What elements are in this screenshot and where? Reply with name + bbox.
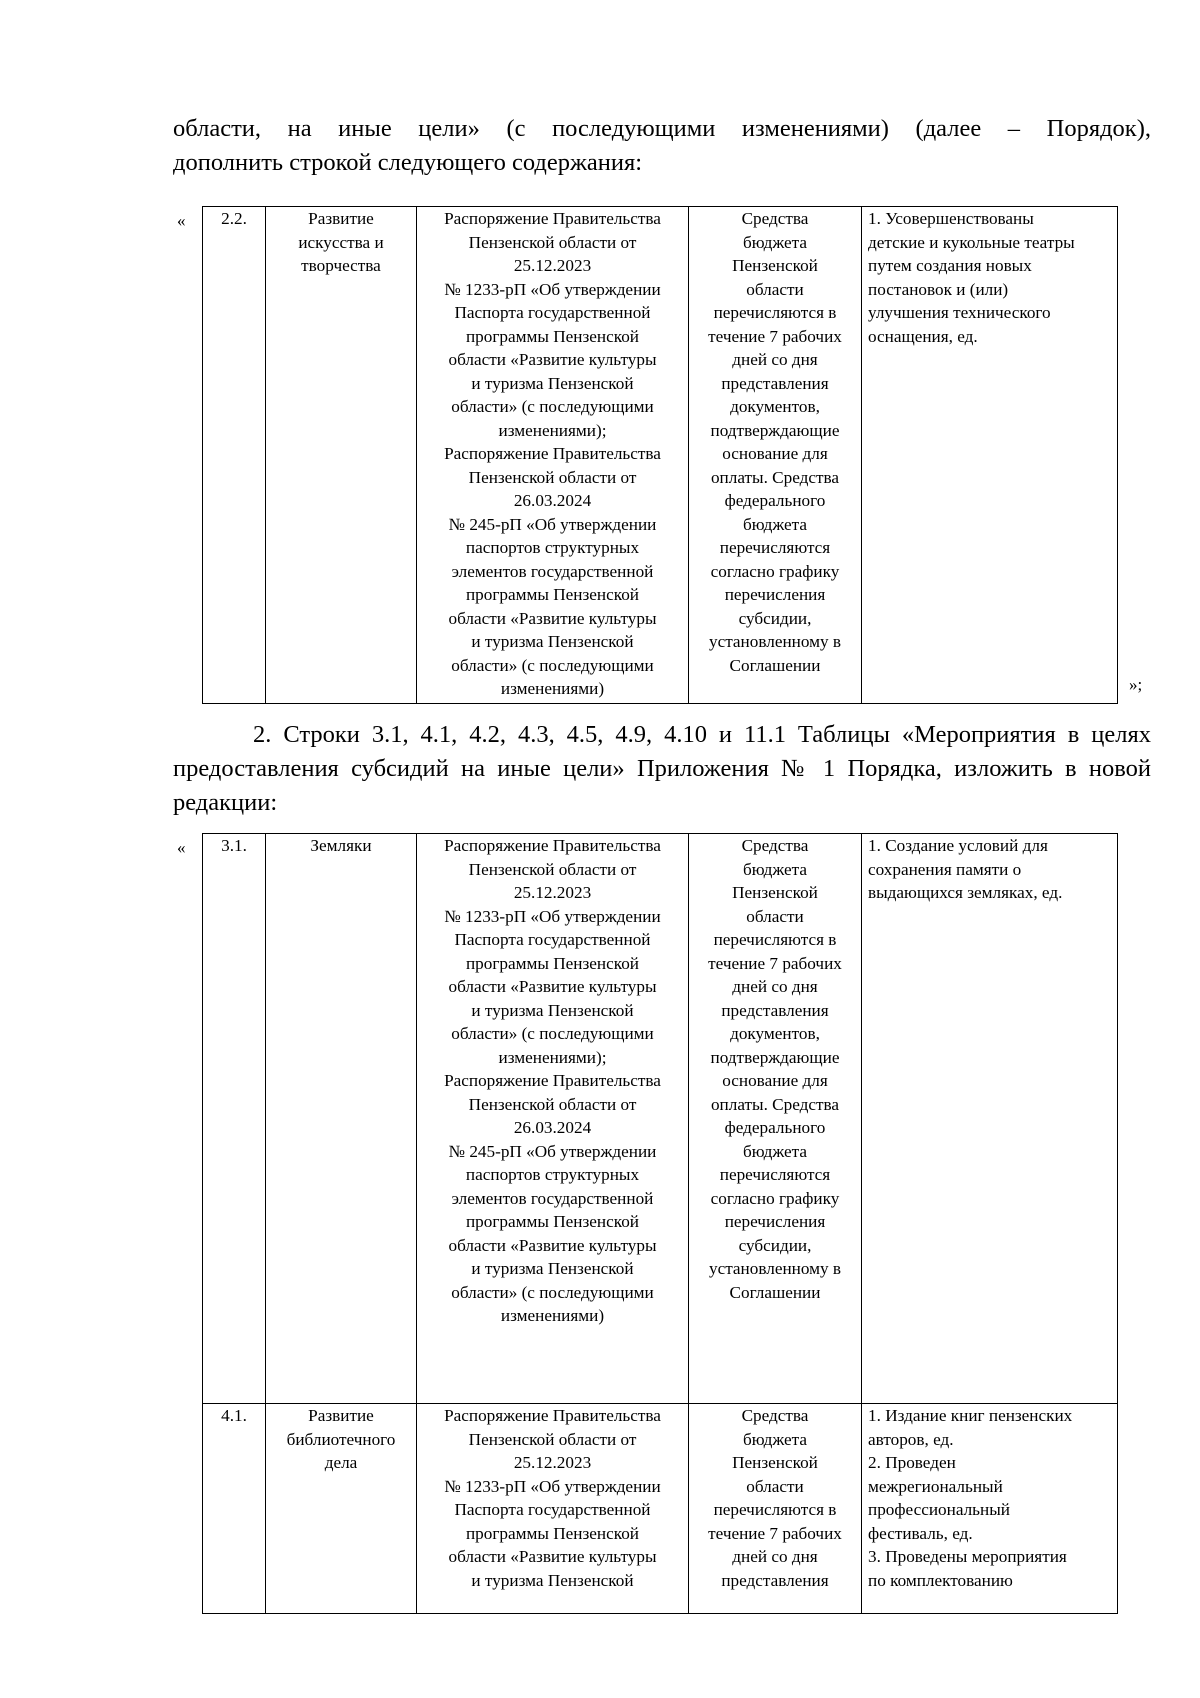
funds-transfer-cell: [689, 207, 862, 704]
table1-quote-close: »;: [1129, 675, 1143, 694]
cell-text-line: документов,: [730, 397, 820, 416]
intro-line-2: дополнить строкой следующего содержания:: [173, 149, 643, 176]
cell-text-line: Пензенской области от: [468, 1429, 637, 1449]
cell-text-line: программы Пензенской: [465, 585, 639, 604]
cell-text-line: Пензенской области от: [468, 467, 637, 487]
cell-text-line: области «Развитие культуры: [448, 608, 657, 628]
cell-text-line: Пензенской области от: [468, 1094, 637, 1114]
result-cell: [862, 207, 1118, 704]
cell-text-line: 1. Издание книг пензенских: [868, 1406, 1073, 1425]
cell-text-line: постановок и (или): [868, 279, 1009, 299]
cell-text-line: дела: [324, 1453, 358, 1472]
row-number: 2.2.: [221, 209, 247, 228]
event-name-cell: [266, 207, 417, 704]
event-name-cell: [266, 1404, 417, 1614]
para2-line-3: редакции:: [173, 789, 278, 816]
cell-text-line: изменениями);: [498, 1047, 607, 1067]
cell-text-line: сохранения памяти о: [868, 859, 1022, 879]
cell-text-line: элементов государственной: [451, 561, 654, 581]
cell-text-line: и туризма Пензенской: [471, 1000, 634, 1020]
cell-text-line: субсидии,: [738, 1235, 812, 1255]
cell-text-line: перечисляются в: [713, 303, 837, 322]
cell-text-line: области» (с последующими: [451, 655, 654, 675]
cell-text-line: 2. Проведен: [868, 1453, 956, 1472]
cell-text-line: области «Развитие культуры: [448, 350, 657, 369]
cell-text-line: Распоряжение Правительства: [444, 1406, 661, 1425]
cell-text-line: и туризма Пензенской: [471, 373, 634, 393]
cell-text-line: межрегиональный: [868, 1476, 1003, 1496]
cell-text-line: 1. Усовершенствованы: [868, 209, 1034, 228]
cell-text-line: Пензенской: [732, 883, 818, 902]
cell-text-line: бюджета: [742, 1429, 808, 1449]
cell-text-line: субсидии,: [738, 608, 812, 628]
cell-text-line: Соглашении: [729, 655, 821, 675]
cell-text-line: профессиональный: [868, 1500, 1010, 1519]
cell-text-line: федерального: [724, 491, 826, 510]
cell-text-line: Пензенской: [732, 256, 818, 275]
cell-text-line: паспортов структурных: [465, 538, 640, 557]
cell-text-line: области» (с последующими: [451, 397, 654, 416]
cell-text-line: Средства: [741, 1406, 809, 1425]
cell-text-line: перечисляются в: [713, 930, 837, 949]
cell-text-line: искусства и: [298, 232, 384, 252]
table-2: [202, 833, 1118, 1614]
cell-text-line: оснащения, ед.: [868, 326, 978, 346]
table-row: [203, 1404, 1118, 1614]
cell-text-line: по комплектованию: [868, 1570, 1013, 1590]
legal-document-cell: [417, 207, 689, 704]
cell-text-line: программы Пензенской: [465, 326, 639, 346]
table2-quote-open: «: [177, 838, 186, 857]
cell-text-line: программы Пензенской: [465, 953, 639, 973]
cell-text-line: Развитие: [308, 209, 374, 228]
row-number-cell: [203, 207, 266, 704]
cell-text-line: перечисляются: [719, 538, 831, 557]
cell-text-line: № 245-рП «Об утверждении: [448, 514, 657, 534]
cell-text-line: изменениями): [500, 679, 605, 698]
cell-text-line: представления: [721, 1000, 829, 1020]
cell-text-line: перечисления: [724, 585, 826, 604]
cell-text-line: области: [746, 906, 804, 926]
cell-text-line: области: [746, 1476, 804, 1496]
cell-text-line: Средства: [741, 836, 809, 855]
intro-paragraph: [173, 112, 1151, 180]
cell-text-line: Развитие: [308, 1406, 374, 1425]
cell-text-line: перечисляются: [719, 1165, 831, 1184]
cell-text-line: выдающихся земляках, ед.: [868, 883, 1063, 902]
cell-text-line: Пензенской: [732, 1453, 818, 1472]
cell-text-line: № 1233-рП «Об утверждении: [444, 279, 661, 299]
cell-text-line: изменениями): [500, 1306, 605, 1325]
cell-text-line: № 1233-рП «Об утверждении: [444, 906, 661, 926]
cell-text-line: Паспорта государственной: [454, 930, 651, 949]
cell-text-line: области «Развитие культуры: [448, 977, 657, 996]
cell-text-line: дней со дня: [732, 350, 818, 369]
cell-text-line: программы Пензенской: [465, 1523, 639, 1543]
cell-text-line: области «Развитие культуры: [448, 1547, 657, 1566]
cell-text-line: дней со дня: [732, 977, 818, 996]
cell-text-line: области «Развитие культуры: [448, 1235, 657, 1255]
cell-text-line: дней со дня: [732, 1547, 818, 1566]
cell-text-line: Распоряжение Правительства: [444, 836, 661, 855]
cell-text-line: установленному в: [708, 632, 841, 651]
event-name-cell: [266, 834, 417, 1404]
cell-text-line: библиотечного: [286, 1429, 396, 1449]
cell-text-line: документов,: [730, 1024, 820, 1043]
cell-text-line: области: [746, 279, 804, 299]
para2-line-1: 2. Строки 3.1, 4.1, 4.2, 4.3, 4.5, 4.9, 4.10 и 11.1 Таблицы «Мероприятия в целях: [253, 721, 1151, 748]
cell-text-line: бюджета: [742, 1141, 808, 1161]
cell-text-line: течение 7 рабочих: [708, 953, 842, 973]
legal-document-cell: [417, 1404, 689, 1614]
row-number: 3.1.: [221, 836, 247, 855]
cell-text-line: Пензенской области от: [468, 232, 637, 252]
cell-text-line: подтверждающие: [710, 1047, 840, 1067]
cell-text-line: основание для: [722, 444, 828, 463]
cell-text-line: бюджета: [742, 232, 808, 252]
para2-line-2: предоставления субсидий на иные цели» Приложения № 1 Порядка, изложить в новой: [173, 755, 1151, 782]
cell-text-line: согласно графику: [710, 561, 840, 581]
table-row: [203, 207, 1118, 704]
cell-text-line: и туризма Пензенской: [471, 1259, 634, 1278]
funds-transfer-cell: [689, 1404, 862, 1614]
cell-text-line: 25.12.2023: [513, 883, 592, 902]
cell-text-line: течение 7 рабочих: [708, 1523, 842, 1543]
cell-text-line: творчества: [301, 256, 381, 275]
cell-text-line: области» (с последующими: [451, 1282, 654, 1302]
row-number-cell: [203, 834, 266, 1404]
cell-text-line: перечисления: [724, 1212, 826, 1231]
cell-text-line: авторов, ед.: [868, 1429, 954, 1449]
cell-text-line: области» (с последующими: [451, 1024, 654, 1043]
cell-text-line: 25.12.2023: [513, 1453, 592, 1472]
cell-text-line: представления: [721, 373, 829, 393]
cell-text-line: Распоряжение Правительства: [444, 209, 661, 228]
legal-document-cell: [417, 834, 689, 1404]
cell-text-line: Пензенской области от: [468, 859, 637, 879]
cell-text-line: оплаты. Средства: [710, 467, 840, 487]
cell-text-line: паспортов структурных: [465, 1165, 640, 1184]
cell-text-line: оплаты. Средства: [710, 1094, 840, 1114]
cell-text-line: Земляки: [310, 836, 372, 855]
table2-body: [203, 834, 1118, 1614]
cell-text-line: № 1233-рП «Об утверждении: [444, 1476, 661, 1496]
cell-text-line: установленному в: [708, 1259, 841, 1278]
cell-text-line: и туризма Пензенской: [471, 1570, 634, 1590]
cell-text-line: элементов государственной: [451, 1188, 654, 1208]
cell-text-line: представления: [721, 1570, 829, 1590]
row-number: 4.1.: [221, 1406, 247, 1425]
result-cell: [862, 1404, 1118, 1614]
cell-text-line: фестиваль, ед.: [868, 1523, 973, 1543]
cell-text-line: течение 7 рабочих: [708, 326, 842, 346]
cell-text-line: Соглашении: [729, 1282, 821, 1302]
cell-text-line: бюджета: [742, 859, 808, 879]
cell-text-line: согласно графику: [710, 1188, 840, 1208]
cell-text-line: перечисляются в: [713, 1500, 837, 1519]
table-1: [202, 206, 1118, 704]
cell-text-line: федерального: [724, 1118, 826, 1137]
row-number-cell: [203, 1404, 266, 1614]
cell-text-line: Распоряжение Правительства: [444, 444, 661, 463]
cell-text-line: детские и кукольные театры: [868, 232, 1075, 252]
cell-text-line: программы Пензенской: [465, 1212, 639, 1231]
intro-line-1: области, на иные цели» (с последующими изменениями) (далее – Порядок),: [173, 115, 1151, 142]
cell-text-line: и туризма Пензенской: [471, 632, 634, 651]
cell-text-line: подтверждающие: [710, 420, 840, 440]
table-row: [203, 834, 1118, 1404]
cell-text-line: Паспорта государственной: [454, 1500, 651, 1519]
result-cell: [862, 834, 1118, 1404]
cell-text-line: Средства: [741, 209, 809, 228]
cell-text-line: путем создания новых: [868, 256, 1032, 275]
cell-text-line: бюджета: [742, 514, 808, 534]
cell-text-line: 25.12.2023: [513, 256, 592, 275]
table1-body: [203, 207, 1118, 704]
paragraph-2: [173, 718, 1151, 820]
cell-text-line: изменениями);: [498, 420, 607, 440]
cell-text-line: 26.03.2024: [513, 1118, 592, 1137]
table1-quote-open: «: [177, 211, 186, 230]
cell-text-line: № 245-рП «Об утверждении: [448, 1141, 657, 1161]
cell-text-line: Паспорта государственной: [454, 303, 651, 322]
cell-text-line: 26.03.2024: [513, 491, 592, 510]
funds-transfer-cell: [689, 834, 862, 1404]
cell-text-line: 3. Проведены мероприятия: [868, 1547, 1067, 1566]
cell-text-line: 1. Создание условий для: [868, 836, 1048, 855]
cell-text-line: Распоряжение Правительства: [444, 1071, 661, 1090]
cell-text-line: основание для: [722, 1071, 828, 1090]
cell-text-line: улучшения технического: [868, 303, 1051, 322]
